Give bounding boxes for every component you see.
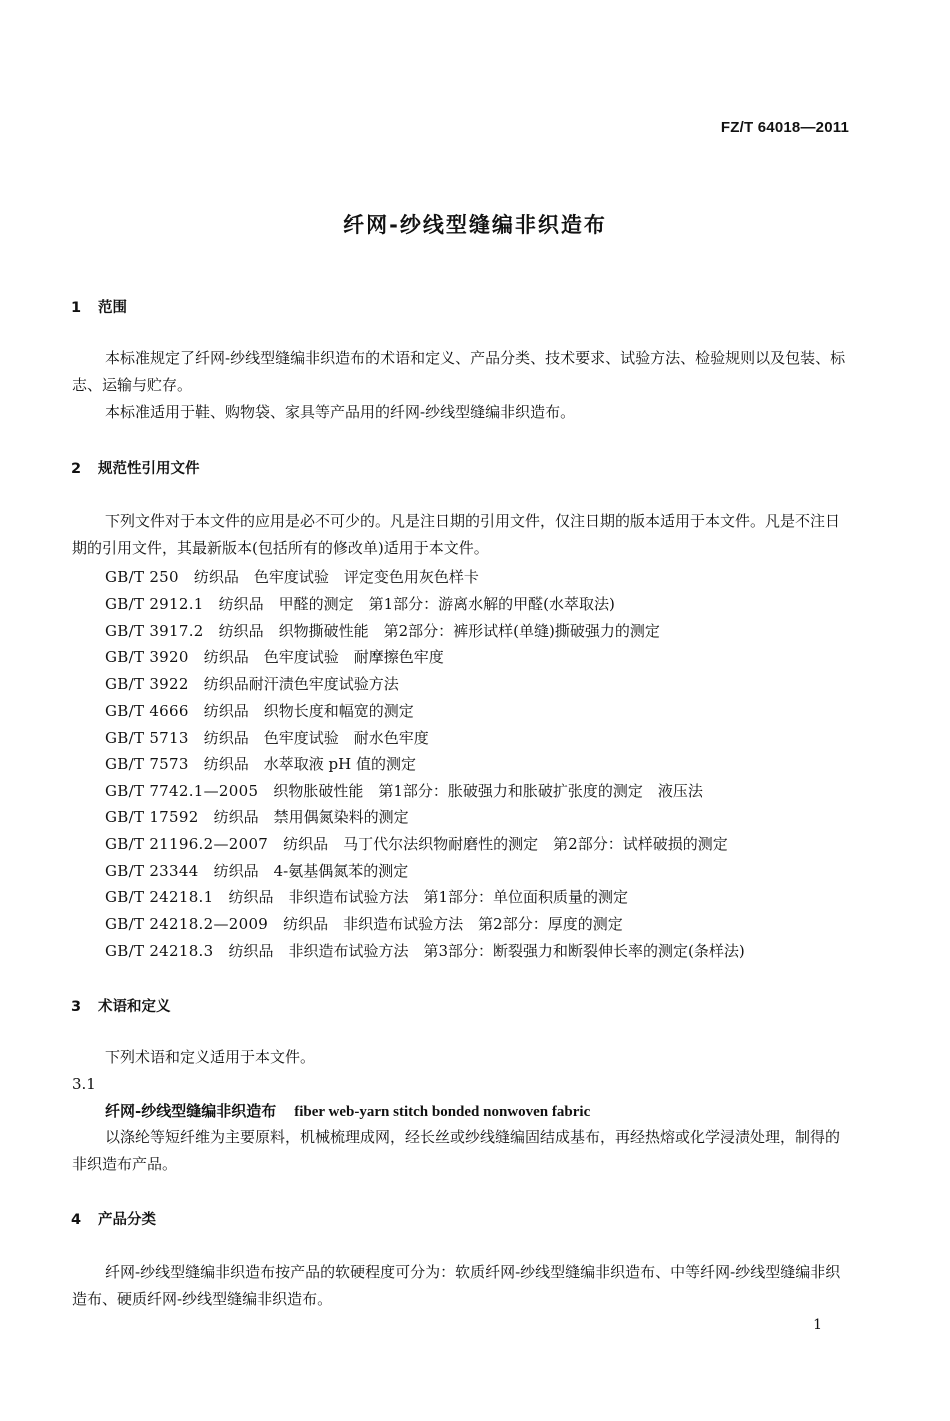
reference-code: GB/T 3917.2 [105,622,204,640]
reference-title: 纺织品 甲醛的测定 第1部分：游离水解的甲醛(水萃取法) [218,595,615,613]
reference-title: 纺织品 色牢度试验 评定变色用灰色样卡 [193,568,479,586]
reference-item [105,913,623,934]
section-number: 2 [71,461,82,477]
reference-item [105,700,414,721]
reference-code: GB/T 24218.2—2009 [105,915,269,933]
reference-title: 纺织品 马丁代尔法织物耐磨性的测定 第2部分：试样破损的测定 [283,835,728,853]
standard-code: FZ/T 64018—2011 [720,119,849,136]
section-heading-scope [71,296,127,317]
section-title: 规范性引用文件 [98,461,200,477]
reference-code: GB/T 3920 [105,648,189,666]
section-number: 1 [71,300,82,316]
reference-item [105,940,745,961]
reference-title: 纺织品 色牢度试验 耐水色牢度 [203,729,429,747]
reference-code: GB/T 3922 [105,675,189,693]
section-heading-normative-references [71,457,200,478]
document-title: 纤网-纱线型缝编非织造布 [343,213,607,237]
terms-intro: 下列术语和定义适用于本文件。 [105,1048,316,1066]
reference-title: 织物胀破性能 第1部分：胀破强力和胀破扩张度的测定 液压法 [273,782,703,800]
reference-item [105,646,444,667]
reference-code: GB/T 7573 [105,755,189,773]
classification-paragraph: 纤网-纱线型缝编非织造布按产品的软硬程度可分为：软质纤网-纱线型缝编非织造布、中等纤网-纱线型缝编非织造布、硬质纤网-纱线型缝编非织造布。 [72,1263,841,1308]
reference-title: 纺织品 水萃取液 pH 值的测定 [203,755,416,773]
reference-code: GB/T 24218.1 [105,888,214,906]
term-heading [105,1100,590,1121]
references-intro: 下列文件对于本文件的应用是必不可少的。凡是注日期的引用文件，仅注日期的版本适用于本文件。凡是不注日期的引用文件，其最新版本(包括所有的修改单)适用于本文件。 [72,512,841,557]
reference-code: GB/T 7742.1—2005 [105,782,259,800]
term-definition: 以涤纶等短纤维为主要原料，机械梳理成网，经长丝或纱线缝编固结成基布，再经热熔或化学浸渍处理，制得的非织造布产品。 [72,1128,841,1173]
reference-code: GB/T 2912.1 [105,595,204,613]
reference-code: GB/T 4666 [105,702,189,720]
reference-title: 纺织品 织物长度和幅宽的测定 [203,702,414,720]
section-heading-terms-and-definitions [71,995,171,1016]
reference-code: GB/T 5713 [105,729,189,747]
reference-code: GB/T 24218.3 [105,942,214,960]
reference-title: 纺织品 色牢度试验 耐摩擦色牢度 [203,648,444,666]
scope-paragraph-2: 本标准适用于鞋、购物袋、家具等产品用的纤网-纱线型缝编非织造布。 [105,403,576,421]
reference-code: GB/T 17592 [105,808,199,826]
term-english: fiber web-yarn stitch bonded nonwoven fabric [294,1104,591,1120]
section-number: 3 [71,999,82,1015]
section-number: 4 [71,1212,82,1228]
section-title: 范围 [98,300,127,316]
reference-item [105,673,399,694]
reference-item [105,886,628,907]
reference-item [105,860,408,881]
reference-item [105,566,479,587]
scope-paragraph-1: 本标准规定了纤网-纱线型缝编非织造布的术语和定义、产品分类、技术要求、试验方法、检验规则以及包装、标志、运输与贮存。 [72,349,846,394]
reference-item [105,620,660,641]
reference-code: GB/T 21196.2—2007 [105,835,269,853]
reference-item [105,833,728,854]
reference-title: 纺织品 非织造布试验方法 第1部分：单位面积质量的测定 [228,888,629,906]
reference-item [105,753,416,774]
reference-item [105,727,429,748]
reference-title: 纺织品 非织造布试验方法 第2部分：厚度的测定 [283,915,623,933]
reference-title: 纺织品 非织造布试验方法 第3部分：断裂强力和断裂伸长率的测定(条样法) [228,942,745,960]
reference-item [105,806,409,827]
reference-item [105,780,703,801]
reference-item [105,593,615,614]
reference-title: 纺织品 禁用偶氮染料的测定 [213,808,409,826]
page-number: 1 [813,1317,822,1333]
term-number: 3.1 [72,1075,96,1093]
reference-title: 纺织品 织物撕破性能 第2部分：裤形试样(单缝)撕破强力的测定 [218,622,660,640]
section-title: 产品分类 [98,1212,156,1228]
section-heading-product-classification [71,1208,156,1229]
reference-code: GB/T 250 [105,568,179,586]
reference-code: GB/T 23344 [105,862,199,880]
reference-title: 纺织品 4-氨基偶氮苯的测定 [213,862,409,880]
term-chinese: 纤网-纱线型缝编非织造布 [105,1102,277,1120]
section-title: 术语和定义 [98,999,171,1015]
reference-title: 纺织品耐汗渍色牢度试验方法 [203,675,399,693]
